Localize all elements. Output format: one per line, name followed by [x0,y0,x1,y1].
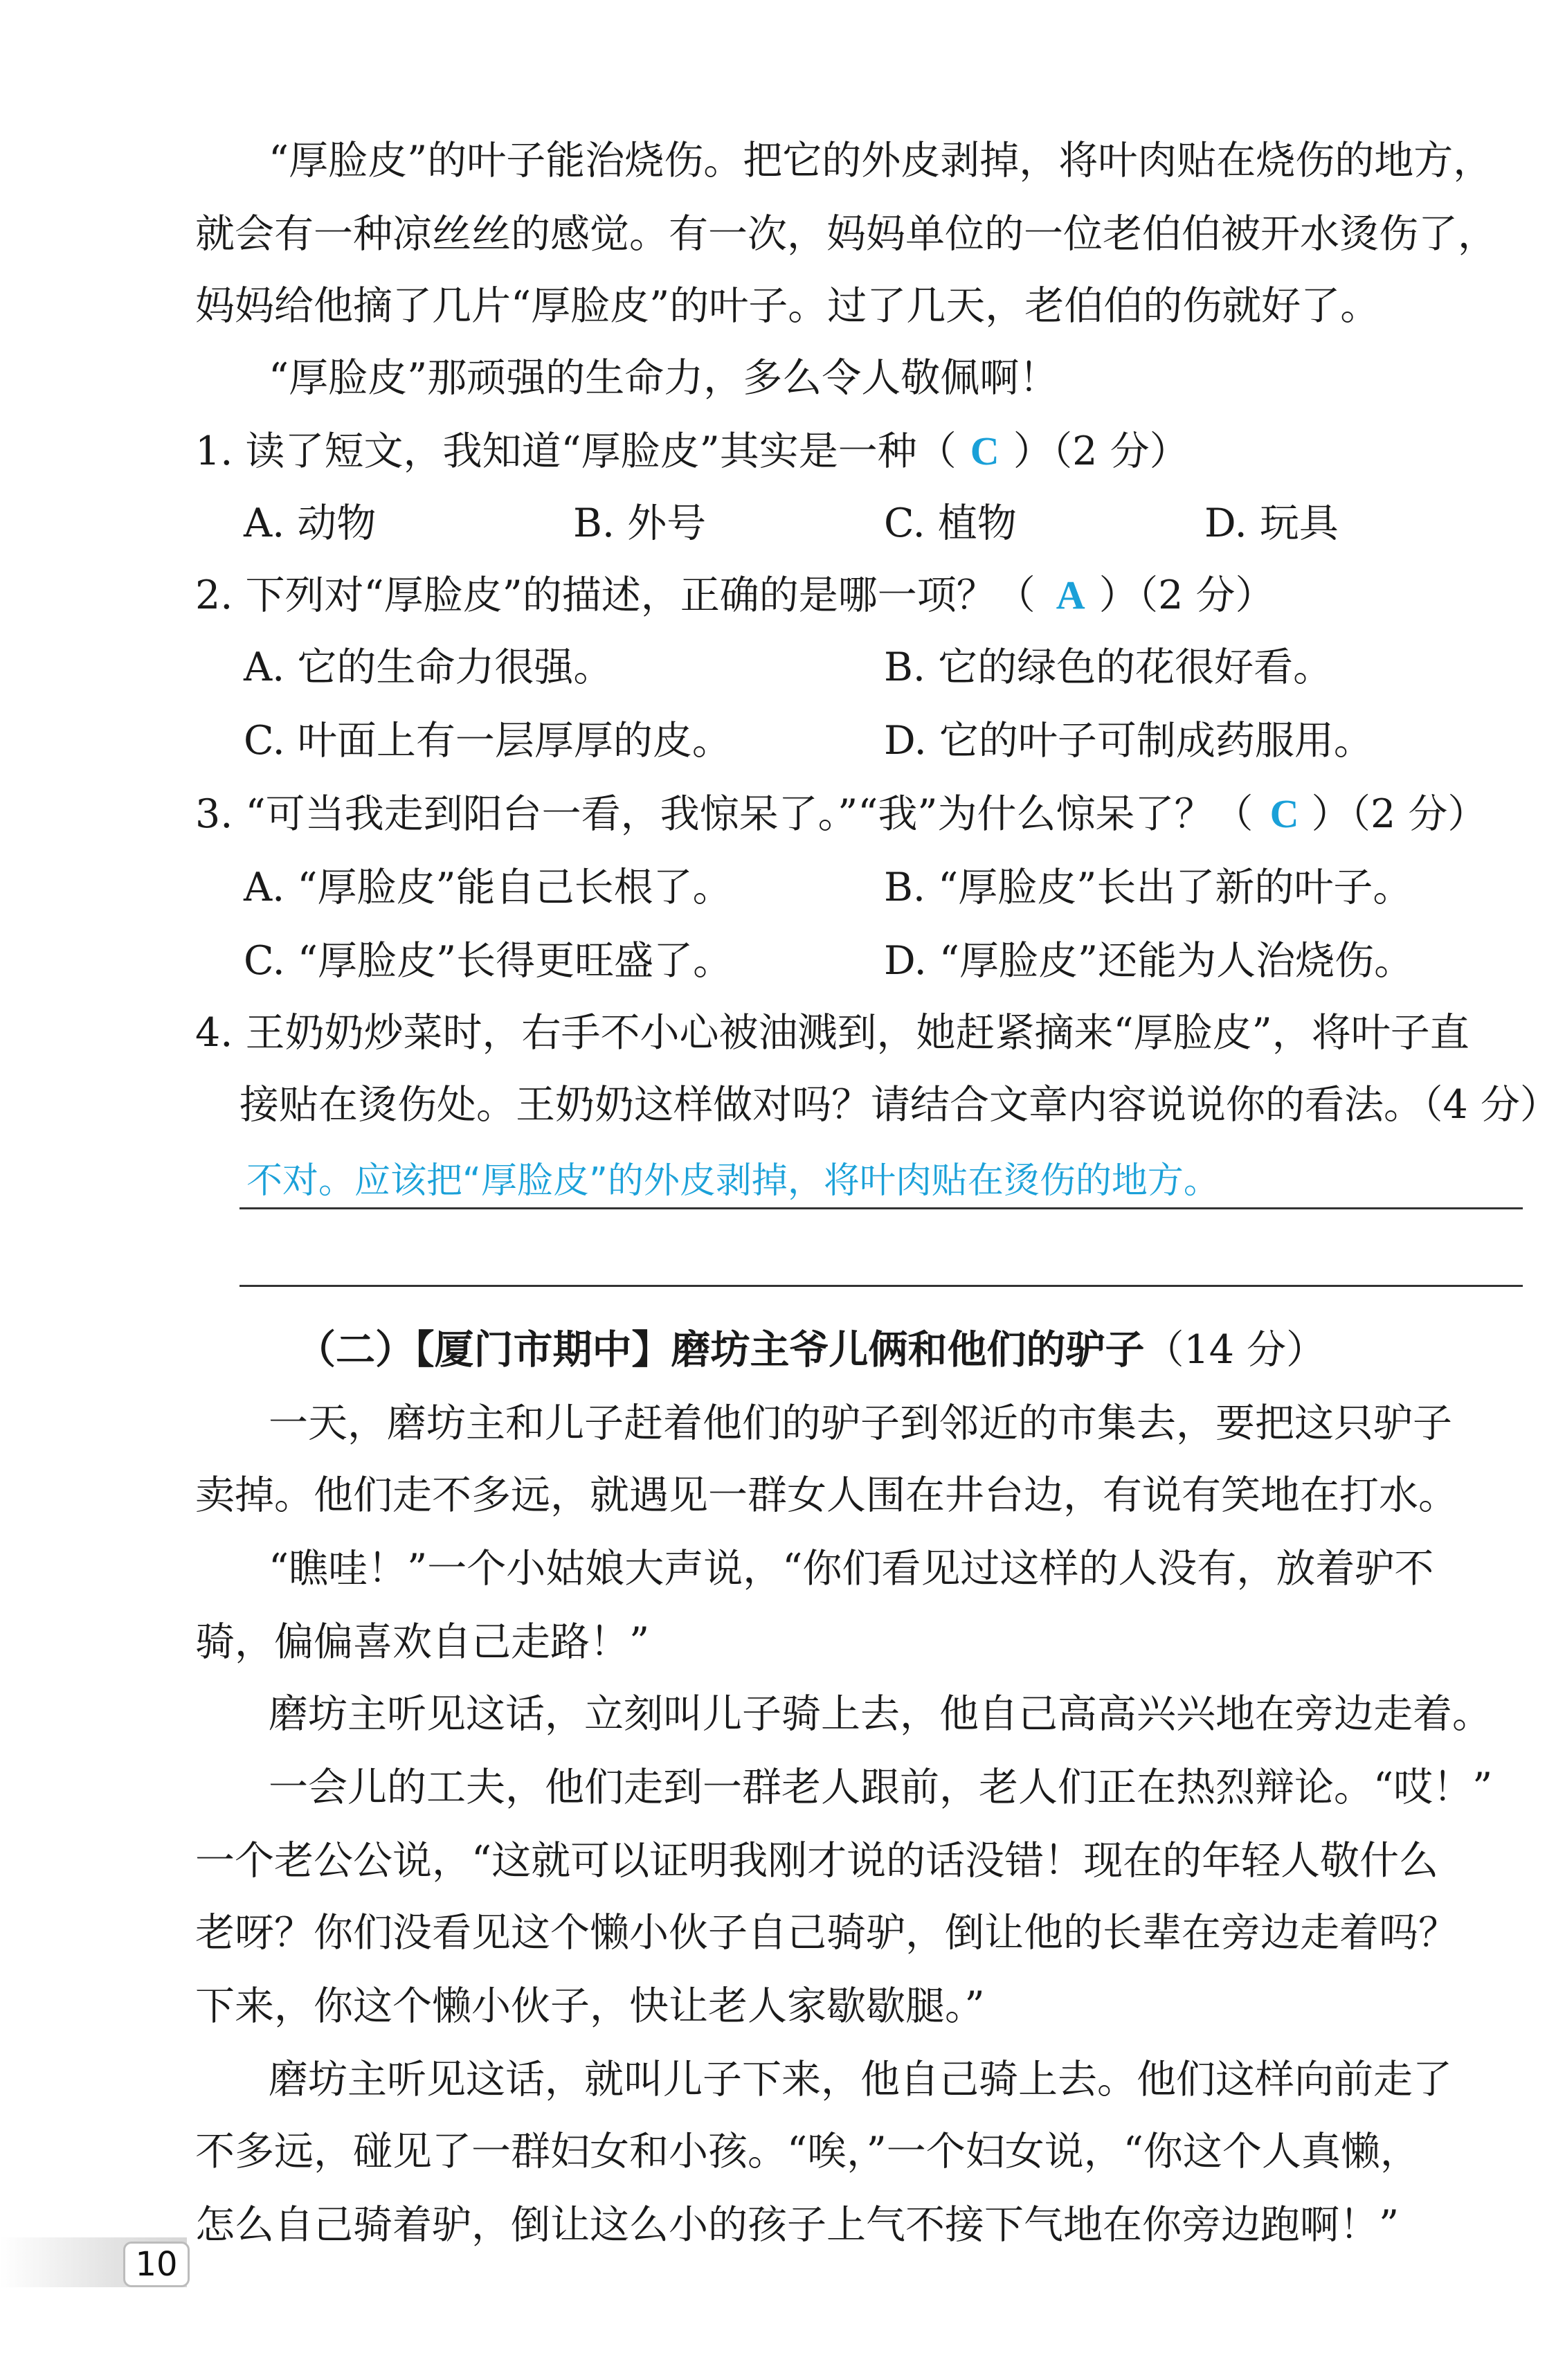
option-d: D. 它的叶子可制成药服用。 [884,718,1373,764]
option-b: B. “厚脸皮”长出了新的叶子。 [884,865,1413,910]
option-a: A. 动物 [244,501,377,546]
passage-line: 不多远，碰见了一群妇女和小孩。“唉，”一个妇女说，“你这个人真懒， [195,2129,1420,2174]
passage-line: “厚脸皮”的叶子能治烧伤。把它的外皮剥掉，将叶肉贴在烧伤的地方， [269,138,1493,183]
question-stem-text: 2. 下列对“厚脸皮”的描述，正确的是哪一项？（ [195,573,1035,618]
passage-line: 老呀？你们没看见这个懒小伙子自己骑驴，倒让他的长辈在旁边走着吗？ [195,1910,1458,1956]
passage-line: 下来，你这个懒小伙子，快让老人家歇歇腿。” [195,1983,985,2029]
passage-line: 一会儿的工夫，他们走到一群老人跟前，老人们正在热烈辩论。“哎！” [269,1765,1493,1810]
passage-line: 怎么自己骑着驴，倒让这么小的孩子上气不接下气地在你旁边跑啊！” [195,2202,1400,2248]
passage-line: 骑，偏偏喜欢自己走路！” [195,1619,650,1665]
section-title: 磨坊主爷儿俩和他们的驴子 [671,1327,1145,1373]
passage-line: 卖掉。他们走不多远，就遇见一群女人围在井台边，有说有笑地在打水。 [195,1472,1458,1518]
answer-mark: A [1056,573,1085,617]
question-2-stem [195,570,1275,620]
option-c: C. 植物 [884,501,1017,546]
question-4-stem: 4. 王奶奶炒菜时，右手不小心被油溅到，她赶紧摘来“厚脸皮”，将叶子直 [195,1010,1469,1056]
passage-line: 一天，磨坊主和儿子赶着他们的驴子到邻近的市集去，要把这只驴子 [269,1400,1452,1446]
answer-line [239,1285,1523,1287]
question-points: ）（2 分） [1013,429,1189,474]
passage-line: 一个老公公说，“这就可以证明我刚才说的话没错！现在的年轻人敬什么 [195,1838,1439,1884]
question-points: ）（2 分） [1311,791,1487,837]
option-b: B. 外号 [573,501,707,546]
page-number: 10 [123,2242,190,2287]
option-a: A. “厚脸皮”能自己长根了。 [244,865,732,910]
option-a: A. 它的生命力很强。 [244,644,613,690]
option-c: C. 叶面上有一层厚厚的皮。 [244,718,732,764]
passage-line: 磨坊主听见这话，就叫儿子下来，他自己骑上去。他们这样向前走了 [269,2057,1452,2102]
option-c: C. “厚脸皮”长得更旺盛了。 [244,938,733,984]
section-source: 【厦门市期中】 [415,1326,671,1373]
question-3-stem [195,789,1487,839]
question-points: ）（2 分） [1098,573,1275,618]
option-d: D. “厚脸皮”还能为人治烧伤。 [884,938,1414,984]
option-b: B. 它的绿色的花很好看。 [884,644,1333,690]
passage-line: 就会有一种凉丝丝的感觉。有一次，妈妈单位的一位老伯伯被开水烫伤了， [195,211,1497,257]
section-points: （14 分） [1144,1327,1326,1373]
passage-line: “厚脸皮”那顽强的生命力，多么令人敬佩啊！ [269,355,1059,401]
question-stem-text: 1. 读了短文，我知道“厚脸皮”其实是一种（ [195,429,957,474]
passage-line: “瞧哇！”一个小姑娘大声说，“你们看见过这样的人没有，放着驴不 [269,1546,1434,1592]
question-1-stem [195,426,1189,476]
answer-line [239,1207,1523,1209]
passage-line: 妈妈给他摘了几片“厚脸皮”的叶子。过了几天，老伯伯的伤就好了。 [195,283,1380,329]
answer-mark: C [970,429,999,474]
section-2-heading [296,1325,1326,1375]
section-number: （二） [296,1327,415,1373]
question-stem-text: 3. “可当我走到阳台一看，我惊呆了。”“我”为什么惊呆了？（ [195,791,1254,837]
handwritten-answer: 不对。应该把“厚脸皮”的外皮剥掉，将叶肉贴在烫伤的地方。 [246,1160,1220,1202]
answer-mark: C [1269,791,1299,836]
question-4-stem: 接贴在烫伤处。王奶奶这样做对吗？请结合文章内容说说你的看法。（4 分） [239,1082,1559,1128]
option-d: D. 玩具 [1204,501,1339,546]
passage-line: 磨坊主听见这话，立刻叫儿子骑上去，他自己高高兴兴地在旁边走着。 [269,1691,1492,1737]
